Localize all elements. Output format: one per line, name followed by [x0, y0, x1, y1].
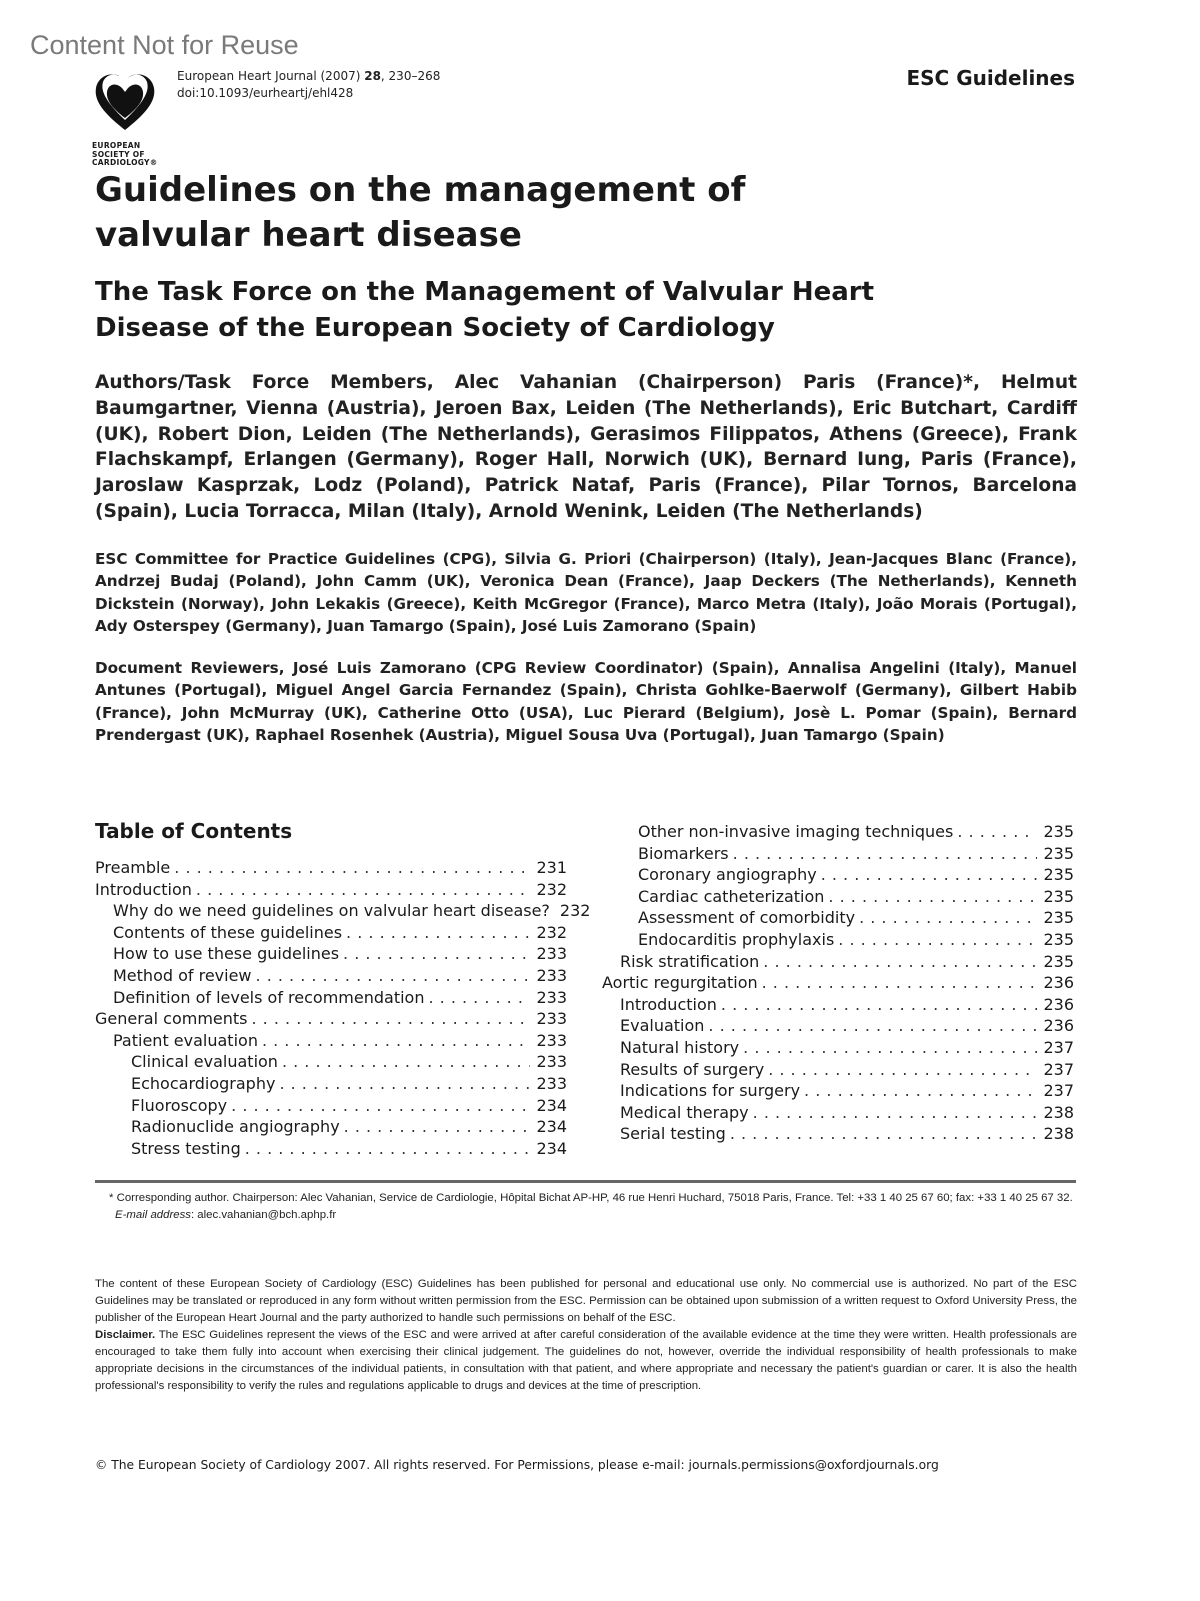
email-address[interactable]: : alec.vahanian@bch.aphp.fr	[190, 1209, 337, 1221]
toc-entry-label: Definition of levels of recommendation	[113, 987, 425, 1007]
toc-entry-page: 235	[1043, 886, 1074, 906]
footnote	[95, 1190, 1077, 1224]
citation-volume: 28	[364, 69, 381, 83]
toc-entry-label: Natural history	[620, 1037, 740, 1057]
dot-leader	[231, 1095, 530, 1117]
toc-entry-label: Results of surgery	[620, 1059, 765, 1079]
toc-entry[interactable]	[602, 1080, 1074, 1102]
toc-entry-label: Cardiac catheterization	[638, 886, 825, 906]
dot-leader	[428, 987, 530, 1009]
toc-entry[interactable]	[95, 1138, 567, 1160]
toc-entry-page: 232	[536, 879, 567, 899]
dot-leader	[730, 1123, 1038, 1145]
toc-entry-page: 233	[536, 1009, 567, 1029]
toc-entry-page: 234	[536, 1117, 567, 1137]
toc-entry-label: General comments	[95, 1009, 248, 1029]
toc-entry[interactable]	[95, 1030, 567, 1052]
divider	[95, 1180, 1076, 1183]
toc-entry-label: Coronary angiography	[638, 865, 817, 885]
dot-leader	[245, 1138, 531, 1160]
toc-entry-page: 232	[559, 901, 591, 921]
toc-entry-page: 233	[536, 987, 567, 1007]
heart-logo-icon	[92, 68, 158, 134]
toc-entry[interactable]	[602, 1037, 1074, 1059]
toc-entry-label: Preamble	[95, 858, 171, 877]
toc-entry-label: Evaluation	[620, 1016, 705, 1036]
dot-leader	[753, 1102, 1038, 1124]
toc-left-column	[95, 857, 591, 1159]
dot-leader	[196, 879, 531, 901]
toc-title: Table of Contents	[95, 819, 293, 843]
toc-entry-page: 237	[1043, 1037, 1074, 1057]
toc-entry[interactable]	[95, 1116, 567, 1138]
toc-entry-page: 233	[536, 944, 567, 964]
toc-entry[interactable]	[602, 1015, 1074, 1037]
dot-leader	[821, 864, 1038, 886]
toc-entry[interactable]	[95, 857, 567, 879]
toc-entry-label: Contents of these guidelines	[113, 922, 343, 942]
toc-entry[interactable]	[602, 907, 1074, 929]
toc-entry[interactable]	[95, 987, 567, 1009]
dot-leader	[733, 843, 1038, 865]
citation-pages: , 230–268	[380, 69, 441, 83]
toc-entry[interactable]	[602, 1059, 1074, 1081]
dot-leader	[838, 929, 1037, 951]
doi: doi:10.1093/eurheartj/ehl428	[177, 86, 354, 100]
toc-entry[interactable]	[95, 1008, 567, 1030]
journal-citation	[177, 68, 440, 102]
toc-entry-page: 237	[1043, 1081, 1074, 1101]
toc-entry[interactable]	[95, 1095, 567, 1117]
document-reviewers: Document Reviewers, José Luis Zamorano (CPG Review Coordinator) (Spain), Annalisa Angelini (Italy), Manuel Antunes (Portugal), Miguel Angel Garcia Fernandez (Spain), Christa Gohlke-Baerwolf (Germany), Gilbert Habib (France), John McMurray (UK), Catherine Otto (USA), Luc Pierard (Belgium), Josè L. Pomar (Spain), Bernard Prendergast (UK), Raphael Rosenhek (Austria), Miguel Sousa Uva (Portugal), Juan Tamargo (Spain)	[95, 659, 1077, 744]
toc-entry-label: Biomarkers	[638, 843, 729, 863]
toc-entry-page: 234	[536, 1095, 567, 1115]
email-label: E-mail address	[115, 1209, 191, 1221]
toc-entry-page: 232	[536, 922, 567, 942]
toc-entry[interactable]	[602, 821, 1074, 843]
authors: Authors/Task Force Members, Alec Vahanian (Chairperson) Paris (France)*, Helmut Baumgartner, Vienna (Austria), Jeroen Bax, Leiden (The Netherlands), Eric Butchart, Cardiff (UK), Robert Dion, Leiden (The Netherlands), Gerasimos Filippatos, Athens (Greece), Frank Flachskampf, Erlangen (Germany), Roger Hall, Norwich (UK), Bernard Iung, Paris (France), Jaroslaw Kasprzak, Lodz (Poland), Patrick Nataf, Paris (France), Pilar Tornos, Barcelona (Spain), Lucia Torracca, Milan (Italy), Arnold Wenink, Leiden (The Netherlands)	[95, 372, 1077, 522]
toc-entry-page: 236	[1043, 973, 1074, 993]
toc-entry-page: 235	[1043, 822, 1074, 841]
dot-leader	[346, 922, 530, 944]
toc-entry-page: 235	[1043, 865, 1074, 885]
toc-entry[interactable]	[602, 1123, 1074, 1145]
disclaimer-text: The ESC Guidelines represent the views of the ESC and were arrived at after careful consideration of the available evidence at the time they were written. Health professionals are encouraged to take them fully into account when exercising their clinical judgement. The guidelines do not, however, override the individual responsibility of health professionals to make appropriate decisions in the circumstances of the individual patients, in consultation with that patient, and where appropriate and necessary the patient's guardian or carer. It is also the health professional's responsibility to verify the rules and regulations applicable to drugs and devices at the time of prescription.	[95, 1329, 1077, 1392]
toc-right-column	[602, 821, 1074, 1145]
toc-entry[interactable]	[602, 972, 1074, 994]
dot-leader	[279, 1073, 530, 1095]
toc-entry[interactable]	[95, 943, 567, 965]
footnote-text: * Corresponding author. Chairperson: Alec Vahanian, Service de Cardiologie, Hôpital Bichat AP-HP, 46 rue Henri Huchard, 75018 Paris, France. Tel: +33 1 40 25 67 60; fax: +33 1 40 25 67 32.	[109, 1192, 1073, 1204]
copyright: © The European Society of Cardiology 2007. All rights reserved. For Permissions, please e-mail: journals.permissions@oxfordjournals.org	[95, 1458, 939, 1472]
toc-entry-label: Assessment of comorbidity	[638, 908, 856, 928]
toc-entry-label: Introduction	[95, 879, 192, 899]
toc-entry-label: Radionuclide angiography	[131, 1117, 340, 1137]
toc-entry[interactable]	[95, 1051, 567, 1073]
dot-leader	[768, 1059, 1037, 1081]
toc-entry-label: Clinical evaluation	[131, 1052, 278, 1072]
dot-leader	[743, 1037, 1037, 1059]
toc-entry-page: 231	[536, 858, 567, 877]
toc-entry[interactable]	[95, 1073, 567, 1095]
toc-entry[interactable]	[95, 900, 591, 922]
dot-leader	[763, 951, 1037, 973]
toc-entry-page: 235	[1043, 951, 1074, 971]
toc-entry-page: 233	[536, 965, 567, 985]
toc-entry-page: 233	[536, 1030, 567, 1050]
toc-entry-page: 234	[536, 1138, 567, 1158]
toc-entry[interactable]	[95, 965, 567, 987]
toc-entry-label: Medical therapy	[620, 1102, 749, 1122]
page-subtitle: The Task Force on the Management of Valvular Heart Disease of the European Society of Cardiology	[95, 277, 875, 343]
dot-leader	[256, 965, 531, 987]
dot-leader	[828, 886, 1037, 908]
toc-entry-label: Patient evaluation	[113, 1030, 258, 1050]
toc-entry[interactable]	[602, 886, 1074, 908]
page-title: Guidelines on the management of valvular heart disease	[95, 170, 746, 255]
toc-entry-page: 238	[1043, 1124, 1074, 1144]
toc-entry-label: Why do we need guidelines on valvular heart disease?	[113, 901, 550, 921]
section-label: ESC Guidelines	[906, 66, 1075, 90]
toc-entry-page: 235	[1043, 908, 1074, 928]
watermark: Content Not for Reuse	[30, 30, 299, 60]
toc-entry-page: 236	[1043, 994, 1074, 1014]
dot-leader	[721, 994, 1038, 1016]
toc-entry-label: Other non-invasive imaging techniques	[638, 822, 954, 841]
toc-entry-label: How to use these guidelines	[113, 944, 340, 964]
content-notice: The content of these European Society of Cardiology (ESC) Guidelines has been published for personal and educational use only. No commercial use is authorized. No part of the ESC Guidelines may be translated or reproduced in any form without written permission from the ESC. Permission can be obtained upon submission of a written request to Oxford University Press, the publisher of the European Heart Journal and the party authorized to handle such permissions on behalf of the ESC.	[95, 1278, 1077, 1324]
toc-entry-page: 233	[536, 1052, 567, 1072]
dot-leader	[252, 1008, 531, 1030]
toc-entry-label: Endocarditis prophylaxis	[638, 929, 835, 949]
toc-entry-label: Indications for surgery	[620, 1081, 801, 1101]
toc-entry-label: Risk stratification	[620, 951, 760, 971]
toc-entry[interactable]	[95, 879, 567, 901]
toc-entry-page: 233	[536, 1073, 567, 1093]
toc-entry[interactable]	[602, 929, 1074, 951]
logo-org-line: EUROPEAN	[92, 141, 141, 150]
toc-entry[interactable]	[602, 951, 1074, 973]
toc-entry-page: 237	[1043, 1059, 1074, 1079]
citation-text: European Heart Journal (2007)	[177, 69, 365, 83]
toc-entry[interactable]	[602, 994, 1074, 1016]
toc-entry-page: 235	[1043, 843, 1074, 863]
toc-entry-page: 236	[1043, 1016, 1074, 1036]
cpg-committee: ESC Committee for Practice Guidelines (CPG), Silvia G. Priori (Chairperson) (Italy), Jean-Jacques Blanc (France), Andrzej Budaj (Poland), John Camm (UK), Veronica Dean (France), Jaap Deckers (The Netherlands), Kenneth Dickstein (Norway), John Lekakis (Greece), Keith McGregor (France), Marco Metra (Italy), João Morais (Portugal), Ady Osterspey (Germany), Juan Tamargo (Spain), José Luis Zamorano (Spain)	[95, 550, 1077, 635]
dot-leader	[859, 907, 1037, 929]
toc-entry-page: 238	[1043, 1102, 1074, 1122]
toc-entry-label: Introduction	[620, 994, 717, 1014]
toc-entry-label: Aortic regurgitation	[602, 973, 758, 993]
toc-entry[interactable]	[602, 843, 1074, 865]
toc-entry[interactable]	[95, 922, 567, 944]
dot-leader	[344, 1116, 531, 1138]
dot-leader	[174, 857, 530, 879]
toc-entry-label: Fluoroscopy	[131, 1095, 228, 1115]
toc-entry-page: 235	[1043, 929, 1074, 949]
dot-leader	[343, 943, 530, 965]
toc-entry[interactable]	[602, 864, 1074, 886]
dot-leader	[804, 1080, 1037, 1102]
dot-leader	[708, 1015, 1037, 1037]
toc-entry-label: Stress testing	[131, 1138, 241, 1158]
dot-leader	[957, 821, 1037, 843]
toc-entry-label: Echocardiography	[131, 1073, 276, 1093]
disclaimer-label: Disclaimer.	[95, 1329, 156, 1341]
toc-entry[interactable]	[602, 1102, 1074, 1124]
legal-notice	[95, 1276, 1077, 1395]
logo-org-line: SOCIETY OF	[92, 149, 145, 159]
esc-logo	[92, 68, 164, 168]
dot-leader	[762, 972, 1038, 994]
toc-entry-label: Method of review	[113, 965, 252, 985]
dot-leader	[282, 1051, 531, 1073]
logo-org-line: CARDIOLOGY®	[92, 158, 158, 167]
dot-leader	[262, 1030, 531, 1052]
toc-entry-label: Serial testing	[620, 1124, 726, 1144]
